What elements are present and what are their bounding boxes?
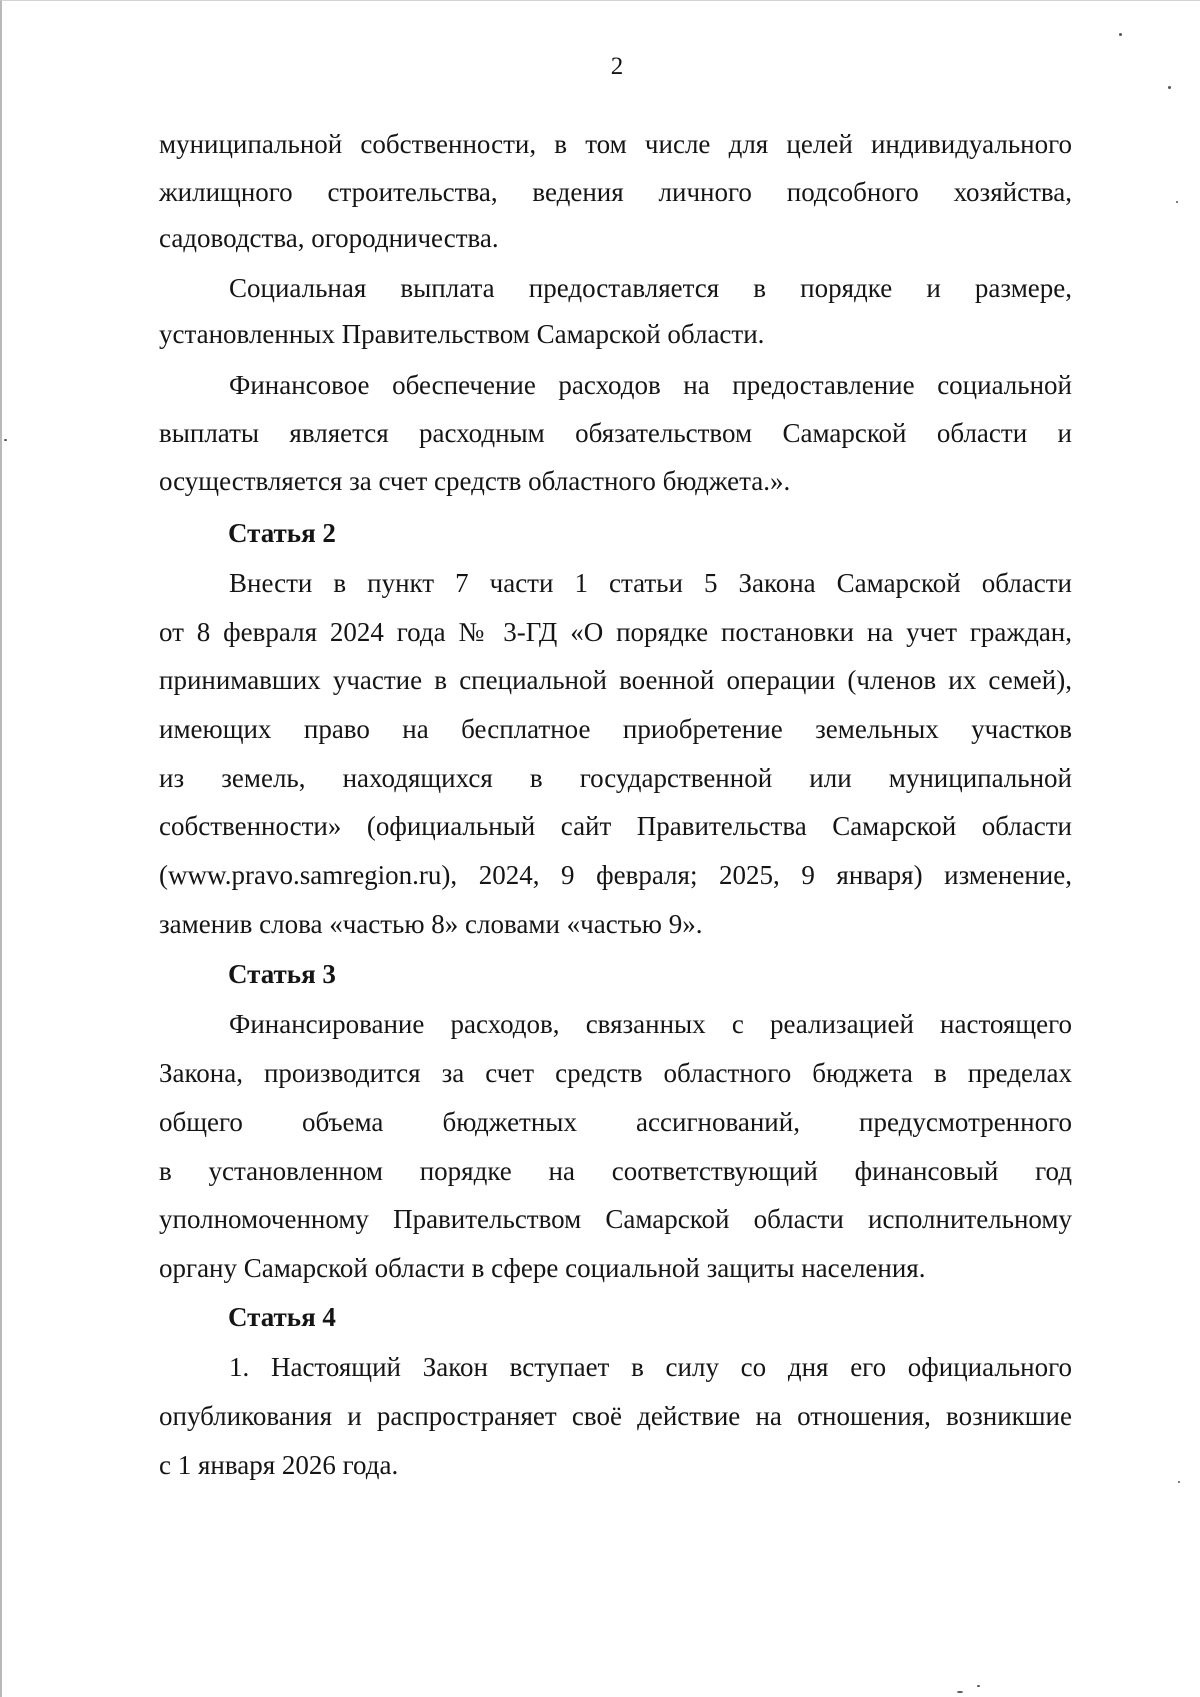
text-line: уполномоченному Правительством Самарской области исполнительному bbox=[159, 1204, 1072, 1234]
scan-speck bbox=[1176, 201, 1178, 203]
scan-speck bbox=[1178, 1481, 1180, 1483]
scan-speck bbox=[1119, 33, 1122, 36]
text-line: с 1 января 2026 года. bbox=[159, 1450, 399, 1480]
text-line: заменив слова «частью 8» словами «частью 9». bbox=[159, 909, 703, 939]
text-line: осуществляется за счет средств областного бюджета.». bbox=[159, 466, 791, 496]
text-line: выплаты является расходным обязательством Самарской области и bbox=[159, 418, 1072, 448]
text-line: муниципальной собственности, в том числе для целей индивидуального bbox=[159, 129, 1072, 159]
text-line: Внести в пункт 7 части 1 статьи 5 Закона Самарской области bbox=[229, 568, 1072, 598]
text-line: Закона, производится за счет средств областного бюджета в пределах bbox=[159, 1058, 1072, 1088]
page-number: 2 bbox=[610, 53, 624, 80]
text-line: имеющих право на бесплатное приобретение земельных участков bbox=[159, 714, 1072, 744]
text-line: 1. Настоящий Закон вступает в силу со дня его официального bbox=[229, 1352, 1072, 1382]
scan-speck bbox=[977, 1685, 980, 1687]
text-line: собственности» (официальный сайт Правительства Самарской области bbox=[159, 811, 1072, 841]
scan-speck bbox=[957, 1691, 963, 1693]
text-line: Социальная выплата предоставляется в порядке и размере, bbox=[229, 273, 1072, 303]
text-line: (www.pravo.samregion.ru), 2024, 9 февраля; 2025, 9 января) изменение, bbox=[159, 860, 1072, 890]
text-line: жилищного строительства, ведения личного подсобного хозяйства, bbox=[159, 177, 1072, 207]
article-heading: Статья 3 bbox=[228, 959, 336, 989]
scan-speck bbox=[4, 439, 7, 441]
text-line: Финансовое обеспечение расходов на предоставление социальной bbox=[229, 370, 1072, 400]
text-line: органу Самарской области в сфере социальной защиты населения. bbox=[159, 1253, 926, 1283]
text-line: садоводства, огородничества. bbox=[159, 223, 499, 253]
article-heading: Статья 2 bbox=[228, 518, 336, 548]
text-line: Финансирование расходов, связанных с реализацией настоящего bbox=[229, 1009, 1072, 1039]
scan-speck bbox=[1168, 86, 1171, 89]
text-line: опубликования и распространяет своё действие на отношения, возникшие bbox=[159, 1401, 1072, 1431]
text-line: установленных Правительством Самарской области. bbox=[159, 319, 765, 349]
text-line: от 8 февраля 2024 года № 3-ГД «О порядке постановки на учет граждан, bbox=[159, 617, 1072, 647]
text-line: из земель, находящихся в государственной или муниципальной bbox=[159, 763, 1072, 793]
text-line: принимавших участие в специальной военной операции (членов их семей), bbox=[159, 665, 1072, 695]
text-line: в установленном порядке на соответствующий финансовый год bbox=[159, 1156, 1072, 1186]
text-line: общего объема бюджетных ассигнований, предусмотренного bbox=[159, 1107, 1072, 1137]
article-heading: Статья 4 bbox=[228, 1302, 336, 1332]
